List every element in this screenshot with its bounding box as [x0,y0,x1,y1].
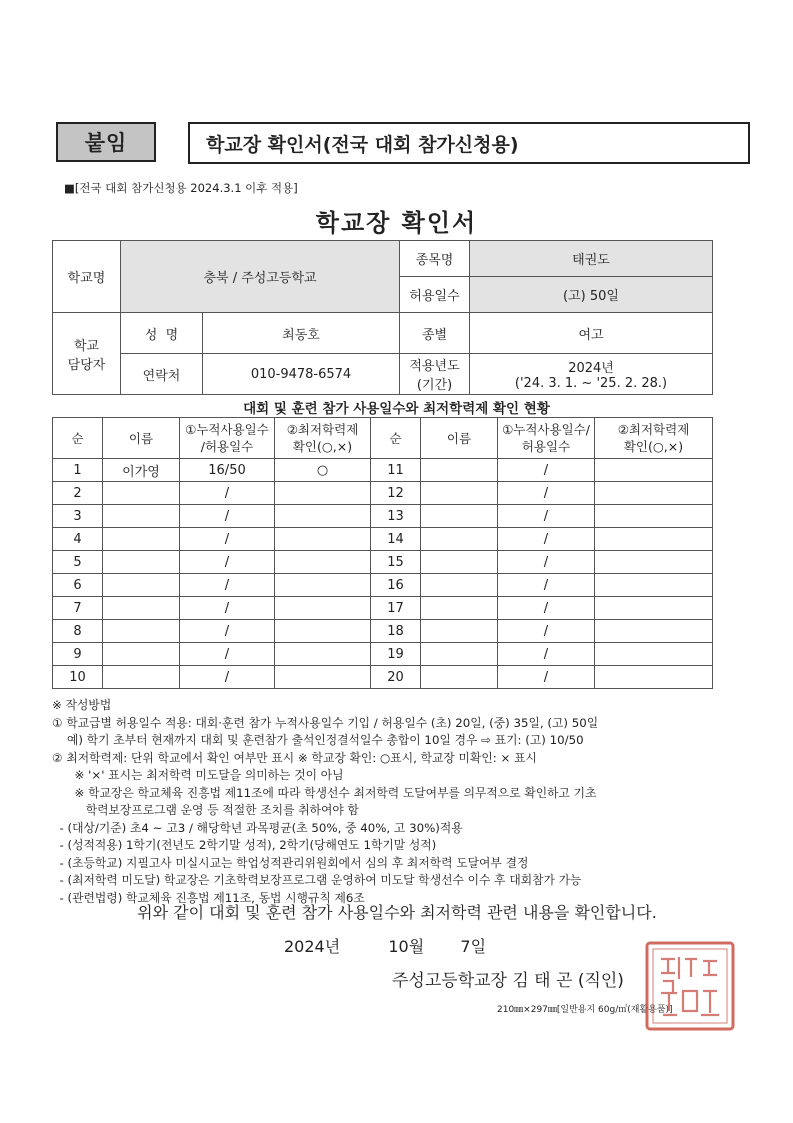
category-value: 여고 [470,313,713,354]
header-min-right-line2: 확인(○,×) [623,439,684,454]
row-days: / [180,643,275,666]
row-name: 이가영 [103,459,180,482]
date-month: 10월 [388,937,425,956]
row-check [595,574,713,597]
year-label-line1: 적용년도 [409,359,460,374]
row-no: 1 [53,459,103,482]
writing-guide [52,697,732,907]
manager-label [53,313,121,395]
paper-spec: 210㎜×297㎜[일반용지 60g/㎡(재활용품)] [497,1005,673,1015]
row-days: / [180,620,275,643]
row-no: 3 [53,505,103,528]
row-days: / [180,551,275,574]
row-days: 16/50 [180,459,275,482]
name-value: 최동호 [203,313,400,354]
application-notice: ■[전국 대회 참가신청용 2024.3.1 이후 적용] [64,181,298,195]
row-check [275,597,371,620]
row-name [103,666,180,689]
row-no: 18 [371,620,421,643]
row-check [275,528,371,551]
row-no: 20 [371,666,421,689]
issue-date [284,934,486,957]
header-no-right: 순 [371,418,421,459]
row-days: / [498,597,595,620]
row-days: / [498,505,595,528]
row-days: / [498,459,595,482]
row-name [103,505,180,528]
row-name [421,666,498,689]
allowed-days-label: 허용일수 [400,277,470,313]
row-check [595,528,713,551]
guide-heading: ※ 작성방법 [52,698,112,712]
allowed-days-value: (고) 50일 [470,277,713,313]
row-check [595,505,713,528]
guide-line: ② 최저학력제: 단위 학교에서 확인 여부만 표시 ※ 학교장 확인: ○표시, 학교장 미확인: × 표시 [52,750,537,765]
header-days-line2: /허용일수 [200,439,254,454]
table-row [53,620,713,643]
row-name [421,528,498,551]
header-days [180,418,275,459]
header-min-line1: ②최저학력제 [286,422,359,437]
row-check [275,574,371,597]
row-check: ○ [275,459,371,482]
header-no: 순 [53,418,103,459]
table-row [53,597,713,620]
guide-line: - (대상/기준) 초4 ~ 고3 / 해당학년 과목평균(초 50%, 중 40%, 고 30%)적용 [52,820,463,835]
row-name [421,643,498,666]
date-day: 7일 [460,937,487,956]
header-min-right-line1: ②최저학력제 [617,422,690,437]
row-check [595,597,713,620]
row-no: 5 [53,551,103,574]
table-row [53,551,713,574]
year-value-line1: 2024년 [568,361,614,376]
status-header-row [53,418,713,459]
row-days: / [180,528,275,551]
guide-line: ① 학교급별 허용일수 적용: 대회·훈련 참가 누적사용일수 기입 / 허용일수 (초) 20일, (중) 35일, (고) 50일 [52,715,599,730]
guide-line: ※ 학교장은 학교체육 진흥법 제11조에 따라 학생선수 최저학력 도달여부를 의무적으로 확인하고 기초 [52,785,597,800]
row-name [103,620,180,643]
row-days: / [498,666,595,689]
header-min-line2: 확인(○,×) [292,439,353,454]
name-label: 성 명 [121,313,203,354]
contact-label: 연락처 [121,354,203,395]
row-check [595,482,713,505]
year-label [400,354,470,395]
manager-label-line1: 학교 [73,338,100,354]
row-name [103,574,180,597]
header-min-right [595,418,713,459]
date-year: 2024년 [284,937,341,956]
contact-value: 010-9478-6574 [203,354,400,395]
attachment-label: 붙임 [56,122,156,162]
school-info-table [52,240,713,395]
row-no: 10 [53,666,103,689]
row-no: 2 [53,482,103,505]
event-label: 종목명 [400,241,470,277]
row-no: 16 [371,574,421,597]
header-name-right: 이름 [421,418,498,459]
page-title: 학교장 확인서 [315,209,478,237]
row-days: / [180,666,275,689]
row-check [595,551,713,574]
row-no: 17 [371,597,421,620]
header-name: 이름 [103,418,180,459]
table-row [53,574,713,597]
manager-label-line2: 담당자 [67,357,106,373]
row-days: / [180,482,275,505]
row-name [103,482,180,505]
row-name [421,505,498,528]
row-days: / [180,597,275,620]
principal-signature-line: 주성고등학교장 김 태 곤 (직인) [392,971,624,991]
row-name [421,597,498,620]
row-name [103,597,180,620]
school-label: 학교명 [53,241,121,313]
guide-line: 예) 학기 초부터 현재까지 대회 및 훈련참가 출석인정결석일수 총합이 10일 경우 ⇨ 표기: (고) 10/50 [52,733,584,747]
row-name [421,482,498,505]
row-check [275,482,371,505]
event-value: 태권도 [470,241,713,277]
row-check [595,459,713,482]
category-label: 종별 [400,313,470,354]
guide-line: - (성적적용) 1학기(전년도 2학기말 성적), 2학기(당해연도 1학기말 성적) [52,838,437,852]
table-row [53,505,713,528]
row-name [421,620,498,643]
header-days-right-line1: ①누적사용일수/ [502,422,590,437]
status-table [52,417,713,689]
guide-line: - (관련법령) 학교체육 진흥법 제11조, 동법 시행규칙 제6조 [52,890,365,905]
row-name [103,643,180,666]
row-check [275,551,371,574]
status-caption: 대회 및 훈련 참가 사용일수와 최저학력제 확인 현황 [243,401,550,417]
header-days-right-line2: 허용일수 [521,439,571,454]
row-no: 7 [53,597,103,620]
row-name [103,551,180,574]
row-days: / [498,574,595,597]
row-no: 4 [53,528,103,551]
row-check [275,620,371,643]
row-name [421,459,498,482]
row-check [275,643,371,666]
row-no: 11 [371,459,421,482]
table-row [53,459,713,482]
guide-line: 학력보장프로그램 운영 등 적절한 조치를 취하여야 함 [52,803,359,817]
header-days-right [498,418,595,459]
row-check [275,666,371,689]
row-no: 8 [53,620,103,643]
row-no: 9 [53,643,103,666]
header-min [275,418,371,459]
row-name [421,574,498,597]
guide-line: - (최저학력 미도달) 학교장은 기초학력보장프로그램 운영하여 미도달 학생선수 이수 후 대회참가 가능 [52,873,582,887]
confirmation-statement: 위와 같이 대회 및 훈련 참가 사용일수와 최저학력 관련 내용을 확인합니다. [137,903,657,922]
row-days: / [180,574,275,597]
official-seal-stamp [643,939,737,1033]
guide-lines [52,715,732,908]
row-days: / [498,482,595,505]
row-days: / [498,643,595,666]
row-no: 12 [371,482,421,505]
row-days: / [498,620,595,643]
row-days: / [498,528,595,551]
row-no: 13 [371,505,421,528]
row-days: / [180,505,275,528]
row-days: / [498,551,595,574]
row-no: 19 [371,643,421,666]
row-no: 6 [53,574,103,597]
table-row [53,482,713,505]
guide-line: ※ '×' 표시는 최저학력 미도달을 의미하는 것이 아님 [52,768,344,782]
header-title: 학교장 확인서(전국 대회 참가신청용) [188,122,750,164]
row-no: 15 [371,551,421,574]
year-value-line2: ('24. 3. 1. ~ '25. 2. 28.) [514,376,668,391]
year-value [470,354,713,395]
row-name [103,528,180,551]
year-label-line2: (기간) [416,378,453,393]
header-days-line1: ①누적사용일수 [185,422,269,437]
row-no: 14 [371,528,421,551]
guide-line: - (초등학교) 지필고사 미실시교는 학업성적관리위원회에서 심의 후 최저학력 도달여부 결정 [52,855,529,870]
table-row [53,528,713,551]
table-row [53,643,713,666]
row-check [595,666,713,689]
row-check [275,505,371,528]
row-name [421,551,498,574]
row-check [595,643,713,666]
school-value: 충북 / 주성고등학교 [121,241,400,313]
table-row [53,666,713,689]
row-check [595,620,713,643]
